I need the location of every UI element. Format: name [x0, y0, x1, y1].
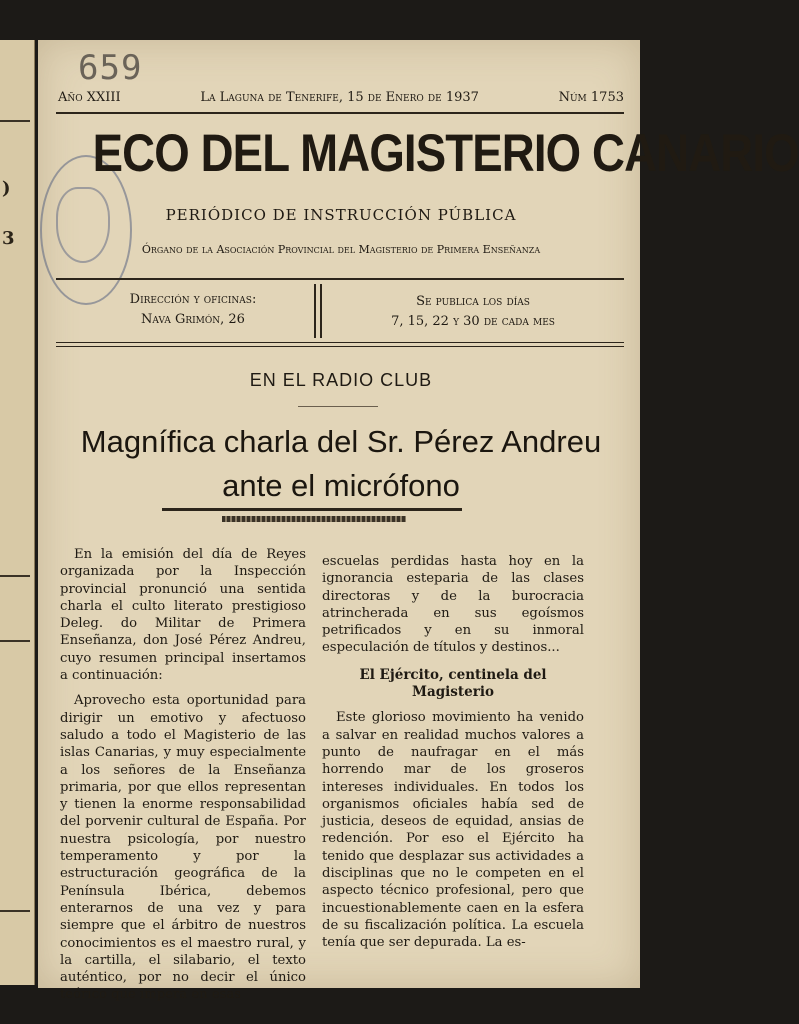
paragraph: Este glorioso movimiento ha venido a salvar en realidad muchos valores a punto de naufragar en el más horrendo mar de los groseros intereses individuales. En todos los organismos oficiales había sed de justicia, deseos de equidad, ansias de redención. Por eso el Ejército ha tenido que desplazar sus actividades a disciplinas que no le competen en el aspecto técnico profesional, pero que incuestionablemente caen en la esfera de su fiscalización política. La escuela tenía que ser depurada. La es-	[322, 710, 584, 951]
masthead-title: ECO DEL MAGISTERIO CANARIO	[92, 124, 799, 183]
headline-rule	[162, 508, 462, 511]
rule	[56, 112, 624, 114]
article-headline: Magnífica charla del Sr. Pérez Andreu ante el micrófono	[80, 424, 602, 503]
rule-double	[56, 342, 624, 347]
issue-place-date: La Laguna de Tenerife, 15 de Enero de 1937	[200, 90, 479, 105]
offices-info	[88, 290, 298, 330]
headline-ornament	[222, 516, 406, 522]
adjacent-page-edge	[0, 40, 35, 985]
article-subheading: El Ejército, centinela del Magisterio	[359, 666, 547, 701]
strip-mark: 3	[2, 228, 15, 249]
paragraph: escuelas perdidas hasta hoy en la ignorancia esteparia de las clases directoras y de la burocracia atrincherada en sus egoísmos petrificados y en su inmoral especulación de títulos y destinos...	[322, 554, 584, 656]
organ-line: Órgano de la Asociación Provincial del Magisterio de Primera Enseñanza	[141, 243, 541, 256]
article-column-right	[322, 553, 584, 952]
paragraph: Aprovecho esta oportunidad para dirigir un emotivo y afectuoso saludo a todo el Magisterio de las islas Canarias, y muy especialmente a los señores de la Enseñanza primaria, por que ellos representan y tienen la enorme responsabilidad del porvenir cultural de España. Por nuestra psicología, por nuestro temperamento y por la estructuración geográfica de la Península Ibérica, debemos enterarnos de una vez y para siempre que el árbitro de nuestros conocimientos es el maestro rural, y la cartilla, el silabario, el texto auténtico, por no decir el único teórico que impera en esas	[60, 693, 306, 1003]
masthead-subtitle: PERIÓDICO DE INSTRUCCIÓN PÚBLICA	[165, 206, 517, 224]
strip-mark: )	[2, 178, 11, 199]
schedule-line-2: 7, 15, 22 y 30 de cada mes	[391, 314, 555, 329]
section-heading: EN EL RADIO CLUB	[249, 370, 433, 390]
strip-rule	[0, 910, 30, 912]
issue-meta-line	[58, 90, 624, 105]
page-number: 659	[78, 48, 143, 88]
rule	[56, 278, 624, 280]
offices-address: Nava Grimón, 26	[141, 312, 245, 327]
strip-rule	[0, 575, 30, 577]
strip-rule	[0, 640, 30, 642]
strip-rule	[0, 120, 30, 122]
offices-label: Dirección y oficinas:	[129, 292, 257, 307]
newspaper-page	[38, 40, 799, 1003]
schedule-info	[338, 292, 608, 332]
issue-year: Año XXIII	[58, 90, 121, 105]
info-divider	[314, 284, 322, 338]
issue-number: Núm 1753	[558, 90, 624, 105]
schedule-line-1: Se publica los días	[416, 294, 530, 309]
article-column-left	[60, 546, 306, 1004]
paragraph: En la emisión del día de Reyes organizada por la Inspección provincial pronunció una sentida charla el culto literato prestigioso Deleg. do Militar de Primera Enseñanza, don José Pérez Andreu, cuyo resumen principal insertamos a continuación:	[60, 547, 306, 684]
rule	[298, 406, 378, 407]
